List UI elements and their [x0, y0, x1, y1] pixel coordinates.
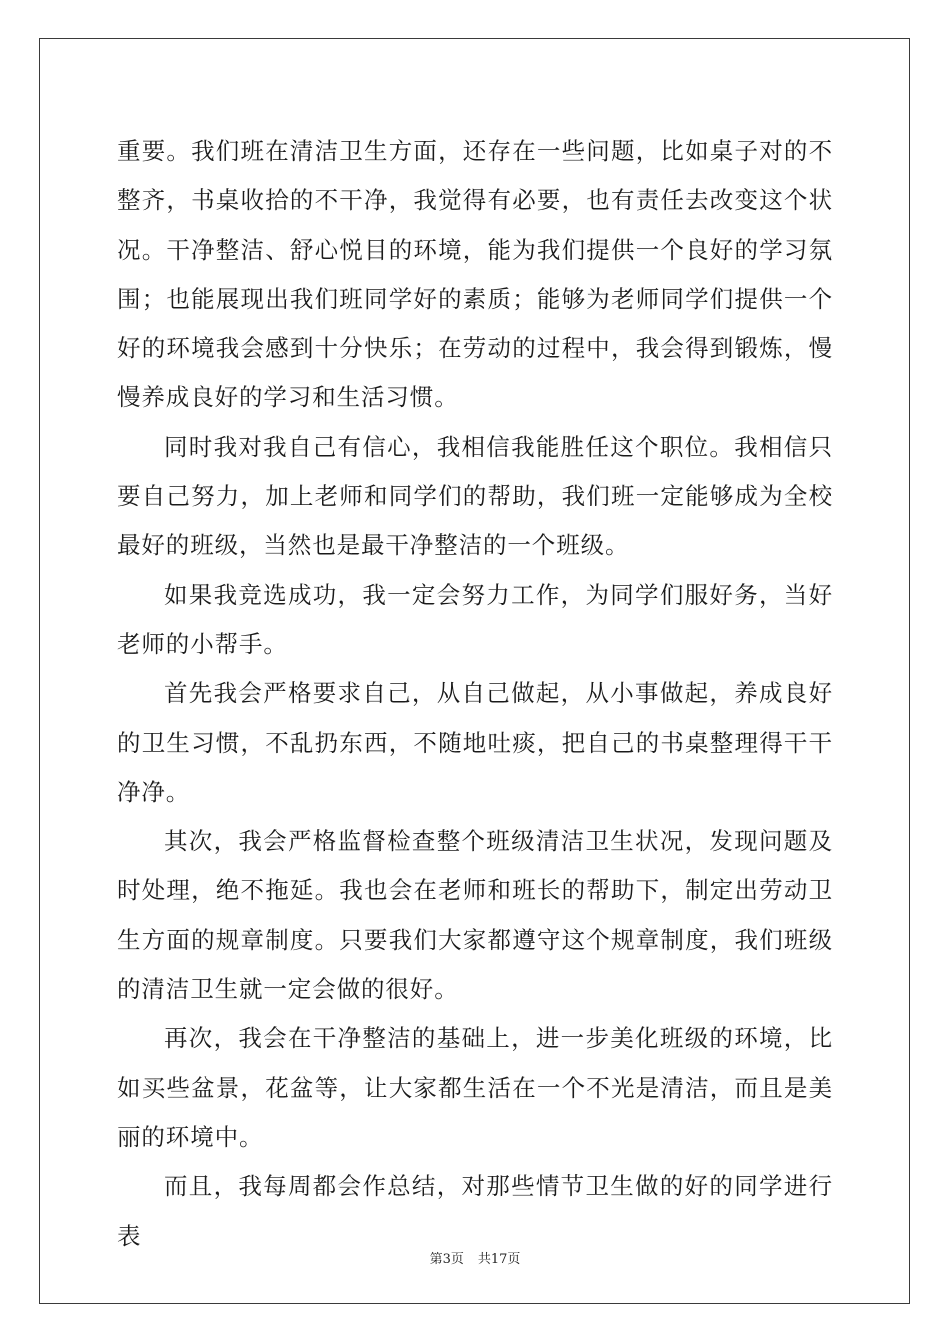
document-body [117, 127, 833, 1261]
page-total: 共17页 [477, 1252, 521, 1267]
paragraph-5: 其次，我会严格监督检查整个班级清洁卫生状况，发现问题及时处理，绝不拖延。我也会在老师和班长的帮助下，制定出劳动卫生方面的规章制度。只要我们大家都遵守这个规章制度，我们班级的清洁卫生就一定会做的很好。 [117, 827, 833, 1004]
paragraph-3: 如果我竞选成功，我一定会努力工作，为同学们服好务，当好老师的小帮手。 [117, 580, 833, 658]
page-footer [0, 1248, 950, 1267]
paragraph-7: 而且，我每周都会作总结，对那些情节卫生做的好的同学进行表 [117, 1172, 833, 1250]
paragraph-1: 重要。我们班在清洁卫生方面，还存在一些问题，比如桌子对的不整齐，书桌收拾的不干净，我觉得有必要，也有责任去改变这个状况。干净整洁、舒心悦目的环境，能为我们提供一个良好的学习氛围；也能展现出我们班同学好的素质；能够为老师同学们提供一个好的环境我会感到十分快乐；在劳动的过程中，我会得到锻炼，慢慢养成良好的学习和生活习惯。 [117, 137, 833, 412]
paragraph-4: 首先我会严格要求自己，从自己做起，从小事做起，养成良好的卫生习惯，不乱扔东西，不随地吐痰，把自己的书桌整理得干干净净。 [117, 679, 833, 806]
paragraph-6: 再次，我会在干净整洁的基础上，进一步美化班级的环境，比如买些盆景，花盆等，让大家都生活在一个不光是清洁，而且是美丽的环境中。 [117, 1024, 833, 1151]
page-number: 第3页 [429, 1252, 464, 1267]
paragraph-2: 同时我对我自己有信心，我相信我能胜任这个职位。我相信只要自己努力，加上老师和同学们的帮助，我们班一定能够成为全校最好的班级，当然也是最干净整洁的一个班级。 [117, 432, 833, 560]
